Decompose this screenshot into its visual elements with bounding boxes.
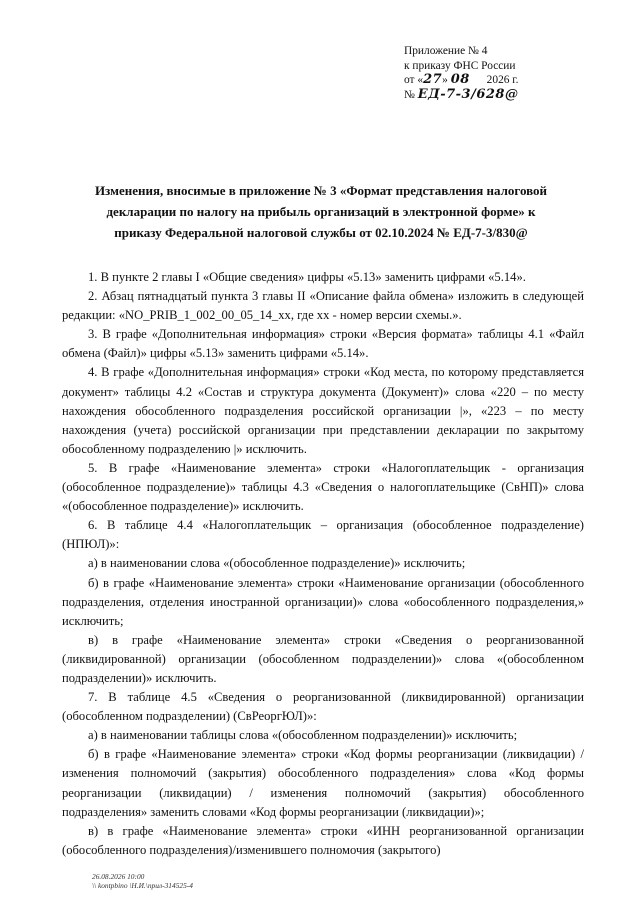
order-number-handwritten: ЕД-7-3/628@ xyxy=(417,86,519,102)
paragraph-2: 2. Абзац пятнадцатый пункта 3 главы II «Описание файла обмена» изложить в следующей редакции: «NO_PRIB_1_002_00_05_14_xx, где хх - номер версии схемы.». xyxy=(62,289,584,323)
date-year: 2026 г. xyxy=(486,74,519,86)
paragraph-6: 6. В таблице 4.4 «Налогоплательщик – организация (обособленное подразделение) (НПЮЛ)»: xyxy=(62,518,584,552)
date-mid: » xyxy=(442,74,451,86)
paragraph-6a: а) в наименовании слова «(обособленное подразделение)» исключить; xyxy=(88,556,466,571)
annex-order-number xyxy=(404,88,604,103)
annex-order-ref: к приказу ФНС России xyxy=(404,59,516,72)
paragraph-5: 5. В графе «Наименование элемента» строки «Налогоплательщик - организация (обособленное подразделение)» таблицы 4.3 «Сведения о налогоплательщике (СвНП)» слова «(обособленное подразделение)» исключить. xyxy=(62,460,584,514)
paragraph-4: 4. В графе «Дополнительная информация» строки «Код места, по которому представляется документ» таблицы 4.2 «Состав и структура документа (Документ)» слова «220 – по месту нахождения обособленного подразделения российской организации |», «223 – по месту нахождения (учета) российской организации при представлении декларации по закрытому обособленному подразделению |» исключить. xyxy=(62,365,584,456)
paragraph-7v: в) в графе «Наименование элемента» строки «ИНН реорганизованной организации (обособленного подразделения)/изменившего полномочия (закрытого) xyxy=(62,823,584,857)
footer-file-path: \\ kontpbino \Н.И.\прил-314525-4 xyxy=(92,881,193,890)
paragraph-6b: б) в графе «Наименование элемента» строки «Наименование организации (обособленного подразделения, отделения иностранной организации)» слова «обособленного подразделения,» исключить; xyxy=(62,575,584,628)
number-prefix: № xyxy=(404,88,415,101)
annex-header xyxy=(404,44,604,102)
paragraph-7b: б) в графе «Наименование элемента» строки «Код формы реорганизации (ликвидации) / изменения полномочий (закрытия) обособленного подразделения» слова «Код формы реорганизации (ликвидации) / изменения полномочий (закрытия) обособленного подразделения» заменить словами «Код формы реорганизации (ликвидации)»; xyxy=(62,747,584,819)
paragraph-6v: в) в графе «Наименование элемента» строки «Сведения о реорганизованной (ликвидированной) организации (обособленном подразделении)» слова «(обособленном подразделении)» исключить. xyxy=(62,632,584,685)
date-prefix: от « xyxy=(404,74,424,86)
paragraph-1: 1. В пункте 2 главы I «Общие сведения» цифры «5.13» заменить цифрами «5.14». xyxy=(88,270,526,284)
date-day-handwritten: 27 xyxy=(423,72,443,87)
paragraph-7: 7. В таблице 4.5 «Сведения о реорганизованной (ликвидированной) организации (обособленном подразделении) (СвРеоргЮЛ)»: xyxy=(62,690,584,724)
document-body xyxy=(62,268,584,860)
footer-timestamp: 26.08.2026 10:00 xyxy=(92,872,145,881)
paragraph-3: 3. В графе «Дополнительная информация» строки «Версия формата» таблицы 4.1 «Файл обмена (Файл)» цифры «5.13» заменить цифрами «5.14». xyxy=(62,327,584,361)
annex-date xyxy=(404,73,604,88)
page-footer xyxy=(92,872,193,890)
document-title: Изменения, вносимые в приложение № 3 «Формат представления налоговой декларации по налогу на прибыль организаций в электронной форме» к приказу Федеральной налоговой службы от 02.10.2024 № ЕД-7-3/830@ xyxy=(94,183,548,240)
annex-number: Приложение № 4 xyxy=(404,45,488,57)
date-month-handwritten: 08 xyxy=(450,72,470,87)
paragraph-7a: а) в наименовании таблицы слова «(обособленном подразделении)» исключить; xyxy=(88,728,518,743)
